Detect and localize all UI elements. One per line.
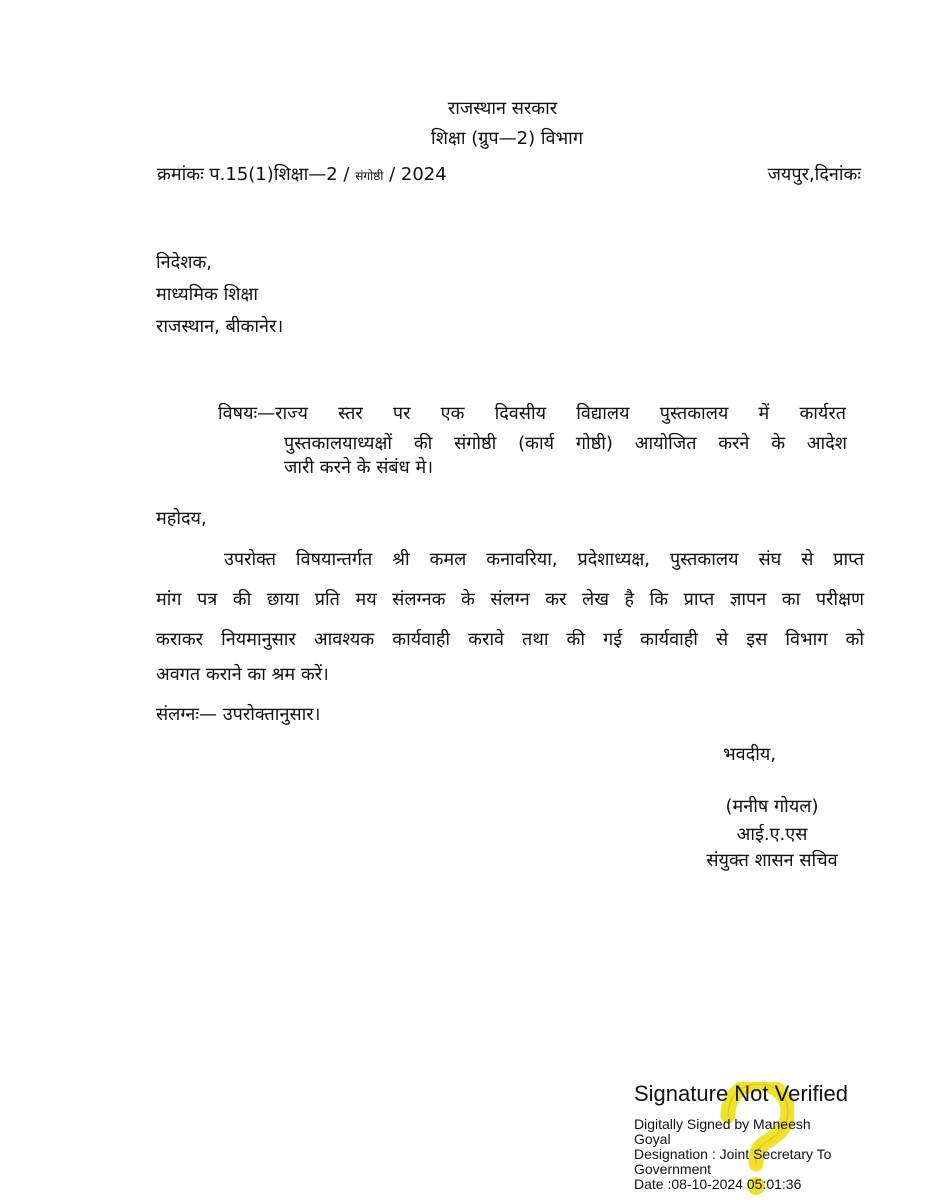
signatory-designation: संयुक्त शासन सचिव [706,850,838,871]
body-line2: मांग पत्र की छाया प्रति मय संलग्नक के संलग्न कर लेख है कि प्राप्त ज्ञापन का परीक्षण [156,589,864,610]
government-title: राजस्थान सरकार [447,98,558,119]
reference-prefix: क्रमांकः प.15(1)शिक्षा—2 / [157,164,356,185]
addressee-line2: माध्यमिक शिक्षा [156,284,259,305]
salutation: महोदय, [156,508,207,529]
signer-designation-line2: Government [634,1161,712,1177]
reference-small-text: संगोष्ठी [355,169,384,183]
body-line1: उपरोक्त विषयान्तर्गत श्री कमल कनावरिया, प्रदेशाध्यक्ष, पुस्तकालय संघ से प्राप्त [224,549,864,570]
digital-signature-details [634,1117,831,1192]
enclosure-note: संलग्नः— उपरोक्तानुसार। [156,704,321,725]
signatory-service: आई.ए.एस [736,824,808,845]
subject-line3: जारी करने के संबंध मे। [284,457,434,478]
signatory-name: (मनीष गोयल) [725,796,819,817]
signer-designation-line1: Designation : Joint Secretary To [634,1146,832,1162]
signature-status: Signature Not Verified [634,1081,849,1106]
body-line4: अवगत कराने का श्रम करें। [156,664,329,685]
digital-signature-block [634,1081,848,1107]
signature-date: Date :08-10-2024 05:01:36 [634,1176,802,1192]
body-line3: कराकर नियमानुसार आवश्यक कार्यवाही करावे तथा की गई कार्यवाही से इस विभाग को [156,629,864,650]
addressee-line3: राजस्थान, बीकानेर। [156,316,284,337]
place-date: जयपुर,दिनांकः [767,164,861,185]
department-title: शिक्षा (ग्रुप—2) विभाग [431,128,583,149]
reference-number [157,162,447,186]
addressee-line1: निदेशक, [156,252,212,273]
closing-yours: भवदीय, [723,744,777,765]
signed-by-line2: Goyal [634,1131,671,1147]
reference-suffix: / 2024 [383,164,447,185]
signed-by-line1: Digitally Signed by Maneesh [634,1116,811,1132]
subject-line1: विषयः—राज्य स्तर पर एक दिवसीय विद्यालय पुस्तकालय में कार्यरत [218,403,846,424]
subject-line2: पुस्तकालयाध्यक्षों की संगोष्ठी (कार्य गोष्ठी) आयोजित करने के आदेश [284,433,847,454]
